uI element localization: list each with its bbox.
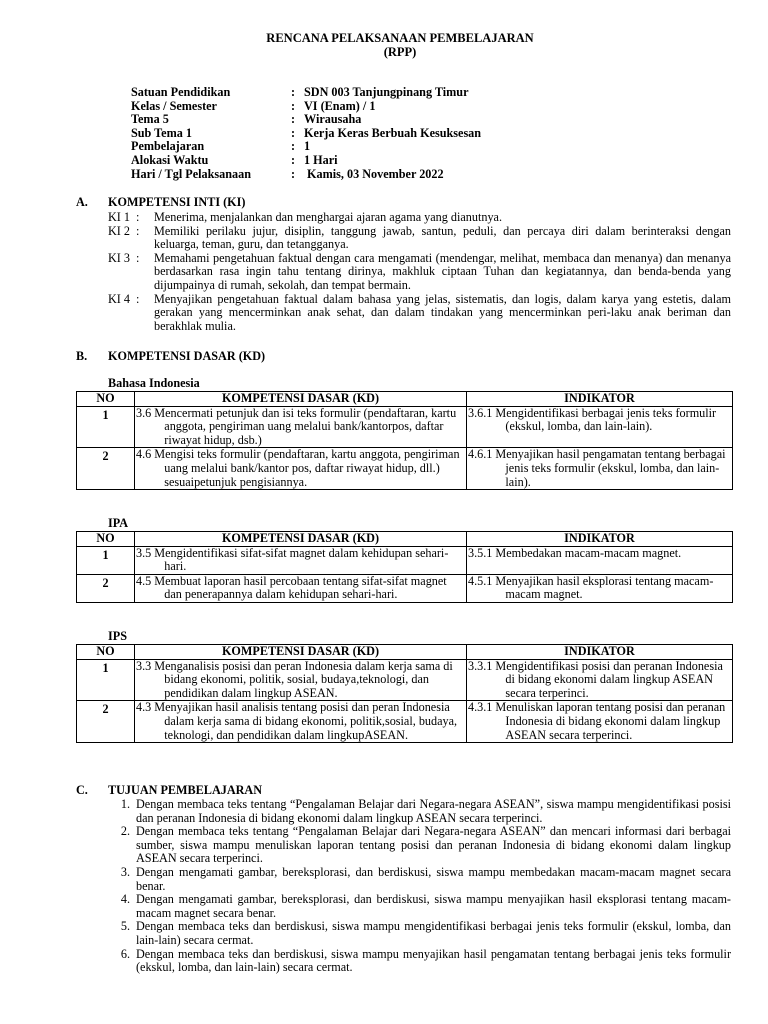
indikator-number: 4.6.1 xyxy=(468,447,493,462)
list-item xyxy=(108,920,731,947)
ki-code: KI 1 xyxy=(108,210,131,224)
section-b-heading xyxy=(76,350,265,364)
section-a-heading xyxy=(76,196,245,210)
indikator-number: 3.6.1 xyxy=(468,405,493,420)
table-row xyxy=(77,546,733,574)
kd-text: Menyajikan hasil analisis tentang posisi dan peran Indonesia dalam kerja sama di bidang ekonomi, politik,sosial, budaya, teknologi, dan pendidikan dalam lingkupASEAN. xyxy=(154,700,458,742)
subject-heading-bahasa-indonesia: Bahasa Indonesia xyxy=(108,376,200,390)
list-number: 5. xyxy=(120,919,130,934)
indikator-text: Menuliskan laporan tentang posisi dan peranan Indonesia di bidang ekonomi dalam lingkup ASEAN secara terperinci. xyxy=(495,700,726,742)
identity-row xyxy=(131,86,481,100)
indikator-number: 4.5.1 xyxy=(468,573,493,588)
identity-row xyxy=(131,127,481,141)
title-line-2: (RPP) xyxy=(383,45,417,59)
kd-number: 4.6 xyxy=(136,447,152,462)
header-no: NO xyxy=(77,392,135,407)
indikator-cell xyxy=(467,701,733,743)
header-indikator: INDIKATOR xyxy=(467,645,733,660)
list-number: 3. xyxy=(120,864,130,879)
table-header-row xyxy=(77,532,733,547)
title-line-1: RENCANA PELAKSANAAN PEMBELAJARAN xyxy=(266,31,534,45)
identity-label: Satuan Pendidikan xyxy=(131,85,231,99)
table-header-row xyxy=(77,392,733,407)
kd-table-ipa xyxy=(76,531,733,603)
section-title: KOMPETENSI DASAR (KD) xyxy=(108,349,266,363)
row-no: 2 xyxy=(77,574,135,602)
row-no: 2 xyxy=(77,701,135,743)
ki-text: Menerima, menjalankan dan menghargai ajaran agama yang dianutnya. xyxy=(154,210,502,224)
list-text: Dengan mengamati gambar, bereksplorasi, dan berdiskusi, siswa mampu membedakan macam-macam magnet secara benar. xyxy=(136,864,731,893)
kd-table-ips xyxy=(76,644,733,743)
indikator-cell xyxy=(467,546,733,574)
kd-number: 4.5 xyxy=(136,573,152,588)
kd-text: Mengidentifikasi sifat-sifat magnet dalam kehidupan sehari-hari. xyxy=(154,545,449,574)
ki-text: Memiliki perilaku jujur, disiplin, tanggung jawab, santun, peduli, dan percaya diri dalam berinteraksi dengan keluarga, teman, guru, dan tetangganya. xyxy=(154,223,731,252)
list-item xyxy=(108,825,731,866)
list-text: Dengan membaca teks tentang “Pengalaman Belajar dari Negara-negara ASEAN”, siswa mampu mengidentifikasi posisi dan peranan Indonesia di bidang ekonomi dalam lingkup ASEAN secara terperinci. xyxy=(136,797,731,825)
kd-cell xyxy=(135,546,467,574)
ki-colon: : xyxy=(136,250,140,265)
identity-colon: : xyxy=(291,166,296,181)
header-indikator: INDIKATOR xyxy=(467,532,733,547)
kd-text: Mencermati petunjuk dan isi teks formulir (pendaftaran, kartu anggota, pengiriman uang melalui bank/kantorpos, daftar riwayat hidup, dsb.) xyxy=(154,405,457,447)
indikator-cell xyxy=(467,406,733,448)
kd-number: 4.3 xyxy=(136,700,152,715)
ki-item xyxy=(108,293,731,334)
identity-value: Kerja Keras Berbuah Kesuksesan xyxy=(304,125,482,140)
ki-text: Memahami pengetahuan faktual dengan cara mengamati (mendengar, melihat, membaca dan menanya) dan menanya berdasarkan rasa ingin tahu tentang dirinya, makhluk ciptaan Tuhan dan kegiatannya, dan benda-benda yang dijumpainya di rumah, sekolah, dan tempat bermain. xyxy=(154,250,731,292)
row-no: 1 xyxy=(77,406,135,448)
identity-block xyxy=(131,86,481,181)
indikator-number: 3.3.1 xyxy=(468,658,493,673)
ki-item xyxy=(108,225,731,252)
subject-heading-ips: IPS xyxy=(108,629,127,643)
header-indikator: INDIKATOR xyxy=(467,392,733,407)
header-kd: KOMPETENSI DASAR (KD) xyxy=(135,645,467,660)
indikator-cell xyxy=(467,659,733,701)
table-row xyxy=(77,406,733,448)
row-no: 1 xyxy=(77,659,135,701)
identity-row xyxy=(131,100,481,114)
identity-label: Kelas / Semester xyxy=(131,98,217,113)
section-number: C. xyxy=(76,783,88,797)
identity-value: Wirausaha xyxy=(304,112,362,127)
table-row xyxy=(77,701,733,743)
ki-text: Menyajikan pengetahuan faktual dalam bahasa yang jelas, sistematis, dan logis, dalam karya yang estetis, dalam gerakan yang mencerminkan anak sehat, dan dalam tindakan yang mencerminkan peri-laku anak beriman dan berakhlak mulia. xyxy=(154,291,731,333)
indikator-number: 3.5.1 xyxy=(468,545,493,560)
list-item xyxy=(108,893,731,920)
indikator-cell xyxy=(467,574,733,602)
indikator-number: 4.3.1 xyxy=(468,700,493,715)
row-no: 2 xyxy=(77,448,135,490)
header-kd: KOMPETENSI DASAR (KD) xyxy=(135,532,467,547)
document-title xyxy=(0,31,768,59)
header-no: NO xyxy=(77,532,135,547)
identity-label: Pembelajaran xyxy=(131,139,205,154)
table-row xyxy=(77,574,733,602)
indikator-text: Menyajikan hasil eksplorasi tentang macam-macam magnet. xyxy=(495,573,714,602)
identity-label: Tema 5 xyxy=(131,112,169,127)
kd-cell xyxy=(135,659,467,701)
ki-item xyxy=(108,211,731,225)
kd-cell xyxy=(135,448,467,490)
section-c-heading xyxy=(76,784,262,798)
identity-colon: : xyxy=(291,112,296,127)
identity-value: Kamis, 03 November 2022 xyxy=(304,166,444,181)
identity-label: Alokasi Waktu xyxy=(131,152,209,167)
indikator-text: Mengidentifikasi berbagai jenis teks formulir (ekskul, lomba, dan lain-lain). xyxy=(495,405,717,434)
list-text: Dengan mengamati gambar, bereksplorasi, dan berdiskusi, siswa mampu menyajikan hasil eksplorasi tentang macam-macam magnet secara benar. xyxy=(136,892,731,920)
table-header-row xyxy=(77,645,733,660)
kd-text: Membuat laporan hasil percobaan tentang sifat-sifat magnet dan penerapannya dalam kehidupan sehari-hari. xyxy=(154,573,447,602)
list-item xyxy=(108,798,731,825)
list-item xyxy=(108,948,731,975)
ki-colon: : xyxy=(136,291,140,306)
identity-row xyxy=(131,140,481,154)
identity-row xyxy=(131,113,481,127)
tujuan-list xyxy=(108,798,731,975)
list-number: 4. xyxy=(120,892,130,907)
table-row xyxy=(77,659,733,701)
kd-number: 3.5 xyxy=(136,545,152,560)
identity-value: VI (Enam) / 1 xyxy=(304,98,376,113)
ki-code: KI 2 xyxy=(108,223,131,238)
identity-row xyxy=(131,168,481,182)
identity-value: SDN 003 Tanjungpinang Timur xyxy=(304,85,469,99)
section-number: B. xyxy=(76,349,88,363)
identity-label: Sub Tema 1 xyxy=(131,125,192,140)
kd-cell xyxy=(135,406,467,448)
identity-value: 1 xyxy=(304,139,311,154)
kd-text: Menganalisis posisi dan peran Indonesia dalam kerja sama di bidang ekonomi, politik, sosial, budaya,teknologi, dan pendidikan dalam lingkup ASEAN. xyxy=(154,658,453,700)
identity-label: Hari / Tgl Pelaksanaan xyxy=(131,166,251,181)
ki-item xyxy=(108,252,731,293)
identity-value: 1 Hari xyxy=(304,152,338,167)
ki-colon: : xyxy=(136,223,140,238)
identity-colon: : xyxy=(291,125,296,140)
identity-colon: : xyxy=(291,139,296,154)
table-row xyxy=(77,448,733,490)
section-title: KOMPETENSI INTI (KI) xyxy=(108,195,246,209)
list-number: 6. xyxy=(120,946,130,961)
list-item xyxy=(108,866,731,893)
identity-row xyxy=(131,154,481,168)
kd-text: Mengisi teks formulir (pendaftaran, kartu anggota, pengiriman uang melalui bank/kantor pos, daftar riwayat hidup, dll.) sesuaipetunjuk pengisiannya. xyxy=(154,447,460,489)
header-kd: KOMPETENSI DASAR (KD) xyxy=(135,392,467,407)
kd-table-bahasa-indonesia xyxy=(76,391,733,490)
list-text: Dengan membaca teks dan berdiskusi, siswa mampu mengidentifikasi berbagai jenis teks formulir (ekskul, lomba, dan lain-lain) secara cermat. xyxy=(136,919,731,947)
identity-colon: : xyxy=(291,152,296,167)
list-text: Dengan membaca teks tentang “Pengalaman Belajar dari Negara-negara ASEAN” dan mencari informasi dari berbagai sumber, siswa mampu menuliskan laporan tentang posisi dan peranan Indonesia di bidang ekonomi dalam lingkup ASEAN secara terperinci. xyxy=(136,824,731,866)
indikator-cell xyxy=(467,448,733,490)
identity-colon: : xyxy=(291,98,296,113)
section-title: TUJUAN PEMBELAJARAN xyxy=(108,783,263,797)
list-number: 2. xyxy=(120,824,130,839)
ki-list xyxy=(108,211,731,333)
section-number: A. xyxy=(76,195,88,209)
ki-colon: : xyxy=(136,210,140,224)
subject-heading-ipa: IPA xyxy=(108,516,129,530)
ki-code: KI 3 xyxy=(108,250,131,265)
ki-code: KI 4 xyxy=(108,291,131,306)
row-no: 1 xyxy=(77,546,135,574)
kd-cell xyxy=(135,574,467,602)
list-text: Dengan membaca teks dan berdiskusi, siswa mampu menyajikan hasil pengamatan tentang berbagai jenis teks formulir (ekskul, lomba, dan lain-lain) secara cermat. xyxy=(136,946,731,975)
header-no: NO xyxy=(77,645,135,660)
indikator-text: Mengidentifikasi posisi dan peranan Indonesia di bidang ekonomi dalam lingkup ASEAN secara terperinci. xyxy=(495,658,723,700)
kd-cell xyxy=(135,701,467,743)
list-number: 1. xyxy=(120,797,130,811)
kd-number: 3.6 xyxy=(136,405,152,420)
identity-colon: : xyxy=(291,85,296,99)
kd-number: 3.3 xyxy=(136,658,152,673)
indikator-text: Menyajikan hasil pengamatan tentang berbagai jenis teks formulir (ekskul, lomba, dan lain-lain). xyxy=(495,447,726,489)
indikator-text: Membedakan macam-macam magnet. xyxy=(495,545,682,560)
